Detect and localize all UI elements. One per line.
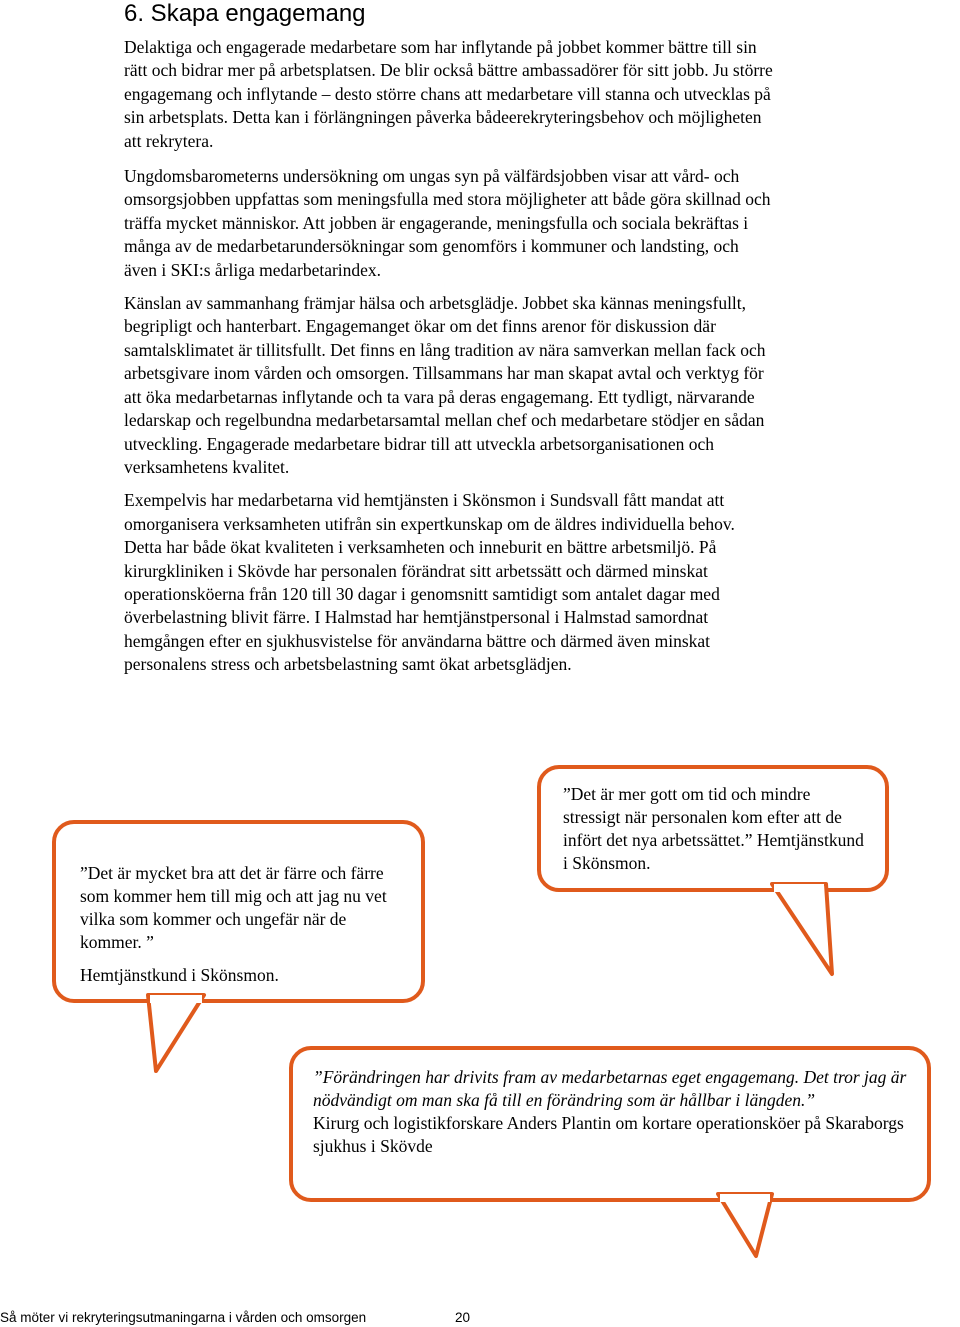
paragraph-kasam: Känslan av sammanhang främjar hälsa och arbetsglädje. Jobbet ska kännas meningsfullt, begripligt och hanterbart. Engagemanget ökar om det finns arenor för diskussion där samtalsklimatet är tillitsfullt. Det finns en lång tradition av nära samverkan mellan fack och arbetsgivare inom vården och omsorgen. Tillsammans har man skapat avtal och verktyg för att öka medarbetarnas inflytande och ta vara på deras engagemang. Ett tydligt, närvarande ledarskap och regelbundna medarbetarsamtal mellan chef och medarbetare stödjer en sådan utveckling. Engagerade medarbetare bidrar till att utveckla arbetsorganisationen och verksamhetens kvalitet. xyxy=(124,293,766,477)
footer-title: Så möter vi rekryteringsutmaningarna i vården och omsorgen xyxy=(0,1310,367,1325)
quote-bubble-right-tail xyxy=(768,884,838,978)
page-number: 20 xyxy=(455,1310,471,1325)
body-text xyxy=(124,36,774,687)
quote-bottom-text: ”Förändringen har drivits fram av medarbetarnas eget engagemang. Det tror jag är nödvändigt om man ska få till en förändring som är hållbar i längden.” xyxy=(313,1067,907,1110)
quote-bottom-source: Kirurg och logistikforskare Anders Plantin om kortare operationsköer på Skaraborgs sjukhus i Skövde xyxy=(313,1113,904,1156)
paragraph-ungdomsbarometern: Ungdomsbarometerns undersökning om ungas syn på välfärdsjobben visar att vård- och omsorgsjobben uppfattas som meningsfulla med stora möjligheter att både göra skillnad och träffa mycket människor. Att jobben är engagerande, meningsfulla och sociala bekräftas i många av de medarbetarundersökningar som genomförs i kommuner och landsting, och även i SKI:s årliga medarbetarindex. xyxy=(124,166,771,280)
paragraph-intro: Delaktiga och engagerade medarbetare som har inflytande på jobbet kommer bättre till sin rätt och bidrar mer på arbetsplatsen. De blir också bättre ambassadörer för sitt jobb. Ju större engagemang och inflytande – desto större chans att medarbetare vill stanna och utvecklas på sin arbetsplats. Detta kan i förlängningen påverka bådeerekryteringsbehov och möjligheten att rekrytera. xyxy=(124,37,773,151)
quote-bubble-bottom-tail xyxy=(716,1194,776,1260)
quote-right-text: ”Det är mer gott om tid och mindre stressigt när personalen kom efter att de infört det nya arbetssättet.” Hemtjänstkund i Skönsmon. xyxy=(563,784,864,873)
quote-bubble-bottom xyxy=(289,1046,931,1202)
quote-bubble-left xyxy=(52,820,425,1003)
section-heading: 6. Skapa engagemang xyxy=(124,0,366,27)
quote-bubble-right xyxy=(537,765,889,892)
quote-bubble-left-tail xyxy=(148,995,208,1075)
paragraph-examples: Exempelvis har medarbetarna vid hemtjänsten i Skönsmon i Sundsvall fått mandat att omorganisera verksamheten utifrån sin expertkunskap om de äldres individuella behov. Detta har både ökat kvaliteten i verksamheten och inneburit en bättre arbetsmiljö. På kirurgkliniken i Skövde har personalen förändrat sitt arbetssätt och därmed minskat operationsköerna från 120 till 30 dagar i genomsnitt samtidigt som antalet dagar med överbelastning blivit färre. I Halmstad har hemtjänstpersonal i Halmstad samordnat hemgången efter en sjukhusvistelse för användarna bättre och därmed även minskat personalens stress och arbetsbelastning samt ökat arbetsglädjen. xyxy=(124,490,735,675)
quote-left-text: ”Det är mycket bra att det är färre och färre som kommer hem till mig och att jag nu vet vilka som kommer och ungefär när de kommer. ” xyxy=(80,863,387,952)
quote-left-source: Hemtjänstkund i Skönsmon. xyxy=(80,965,279,985)
